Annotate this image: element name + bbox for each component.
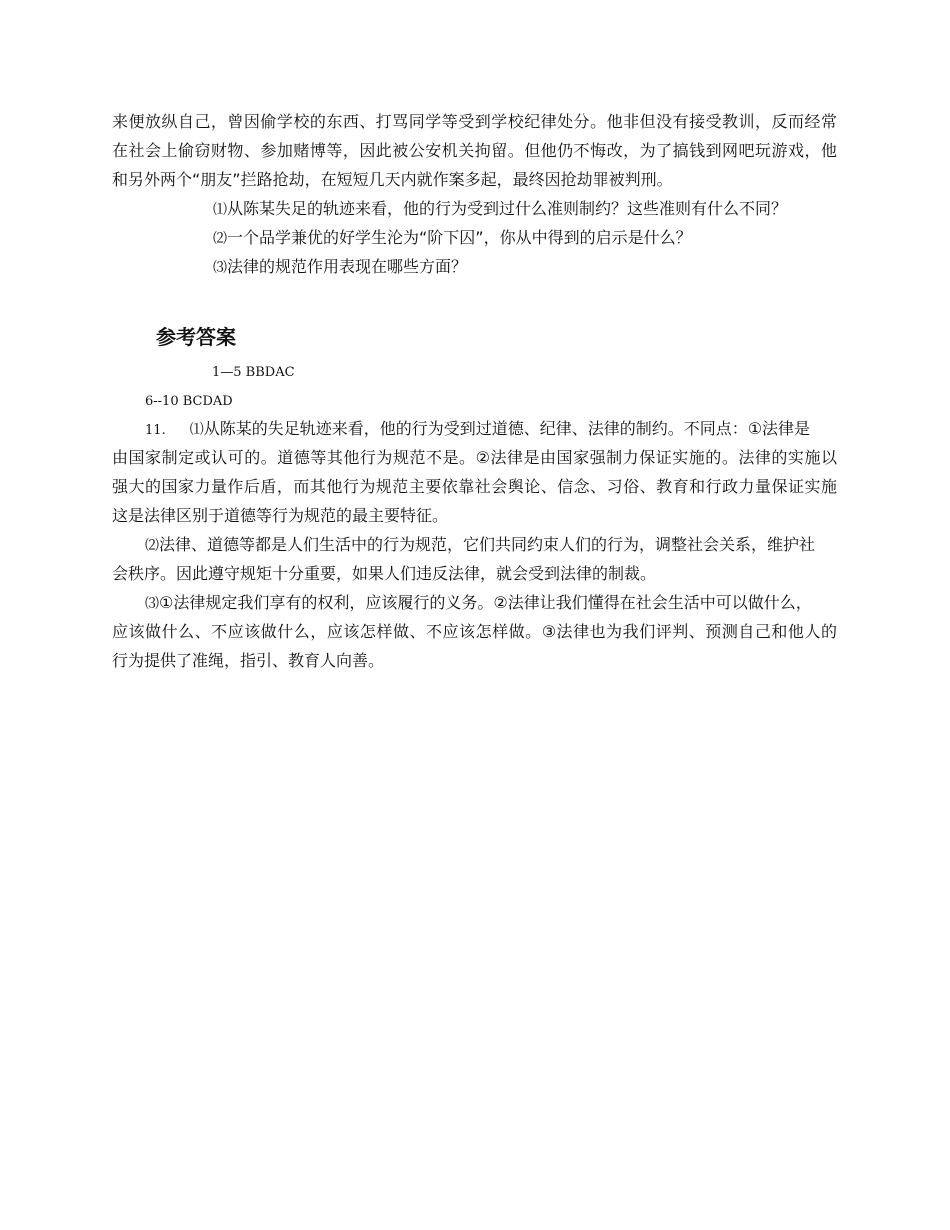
answer-11-2-mark: ⑵ [145, 538, 159, 554]
mc-answers-1-5: 1—5 BBDAC [212, 365, 295, 380]
answer-11-2-line-2: 会秩序。因此遵守规矩十分重要，如果人们违反法律，就会受到法律的制裁。 [112, 564, 657, 583]
answer-11-1-line-3: 强大的国家力量作后盾，而其他行为规范主要依靠社会舆论、信念、习俗、教育和行政力量保证实施 [112, 477, 837, 496]
question-paragraph-line-3: 和另外两个“朋友”拦路抢劫，在短短几天内就作案多起，最终因抢劫罪被判刑。 [112, 170, 673, 189]
answer-11-1-line-2: 由国家制定或认可的。道德等其他行为规范不是。②法律是由国家强制力保证实施的。法律的实施以 [112, 448, 837, 467]
sub-question-3-text: 法律的规范作用表现在哪些方面？ [227, 257, 468, 276]
mc-answers-6-10: 6--10 BCDAD [145, 394, 233, 409]
sub-question-2-text: 一个品学兼优的好学生沦为“阶下囚”，你从中得到的启示是什么？ [227, 228, 692, 247]
answer-11-3-mark: ⑶ [145, 596, 159, 612]
question-paragraph-line-1: 来便放纵自己，曾因偷学校的东西、打骂同学等受到学校纪律处分。他非但没有接受教训，反而经常 [112, 112, 837, 131]
answer-11-1-first-line [145, 419, 837, 441]
answers-heading: 参考答案 [156, 325, 236, 349]
answer-11-2-first-line [145, 535, 837, 556]
question-paragraph-line-2: 在社会上偷窃财物、参加赌博等，因此被公安机关拘留。但他仍不悔改，为了搞钱到网吧玩游戏，他 [112, 141, 837, 160]
sub-question-3-mark: ⑶ [213, 260, 227, 276]
sub-question-2 [213, 228, 813, 249]
answer-11-3-first-text: ①法律规定我们享有的权利，应该履行的义务。②法律让我们懂得在社会生活中可以做什么， [159, 593, 812, 612]
answer-11-3-first-line [145, 593, 837, 614]
sub-question-1-mark: ⑴ [213, 202, 227, 218]
answer-11-2-first-text: 法律、道德等都是人们生活中的行为规范，它们共同约束人们的行为，调整社会关系，维护社 [159, 535, 816, 554]
answer-11-3-line-2: 应该做什么、不应该做什么，应该怎样做、不应该怎样做。③法律也为我们评判、预测自己和他人的 [112, 622, 837, 641]
answer-11-1-mark: ⑴ [189, 422, 204, 438]
sub-question-1 [213, 199, 813, 220]
answer-11-1-first-text: 从陈某的失足轨迹来看，他的行为受到过道德、纪律、法律的制约。不同点：①法律是 [203, 419, 811, 438]
sub-question-2-mark: ⑵ [213, 231, 227, 247]
sub-question-3 [213, 257, 813, 278]
answer-11-3-line-3: 行为提供了准绳，指引、教育人向善。 [112, 651, 385, 670]
sub-question-1-text: 从陈某失足的轨迹来看，他的行为受到过什么准则制约？这些准则有什么不同？ [227, 199, 788, 218]
answer-11-1-line-4: 这是法律区别于道德等行为规范的最主要特征。 [112, 506, 449, 525]
answer-11-number: 11. [145, 423, 166, 438]
